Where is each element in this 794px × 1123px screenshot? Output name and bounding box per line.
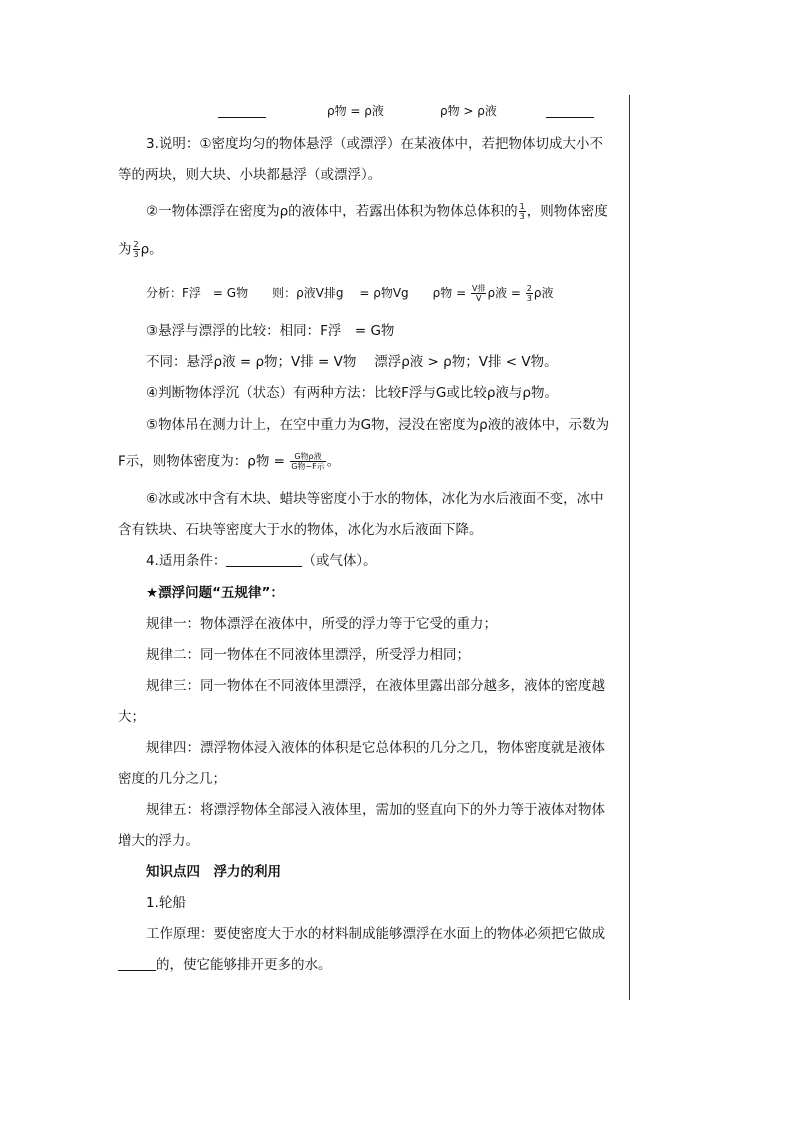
compare-line-2: 不同：悬浮ρ液 = ρ物；V排 = V物 漂浮ρ液 > ρ物；V排 < V物。 [146,354,558,370]
judge-method-line: ④判断物体浮沉（状态）有两种方法：比较F浮与G或比较ρ液与ρ物。 [146,385,558,401]
rules-title: ★漂浮问题“五规律”： [146,585,284,601]
fraction-two-thirds-b: $\frac{2}{3}$ [526,284,532,303]
rule-3-line-1: 规律三：同一物体在不同液体里漂浮，在液体里露出部分越多，液体的密度越 [146,678,605,694]
ship-heading: 1.轮船 [146,895,186,911]
knowledge-point-4-title: 知识点四 浮力的利用 [146,864,281,880]
fraction-one-third: $\frac{1}{3}$ [519,202,525,221]
rule-4-line-1: 规律四：漂浮物体浸入液体的体积是它总体积的几分之几，物体密度就是液体 [146,740,605,756]
answer-blank-1[interactable] [218,103,266,121]
rule-1: 规律一：物体漂浮在液体中，所受的浮力等于它受的重力； [146,616,497,632]
answer-blank-2[interactable] [546,103,594,121]
meter-line-1: ⑤物体吊在测力计上，在空中重力为G物，浸没在密度为ρ液的液体中，示数为 [146,417,610,433]
float-density-line-1: ②一物体漂浮在密度为ρ的液体中，若露出体积为物体总体积的 $\frac{1}{3}$ ，则物体密度 [146,202,608,221]
fraction-v-ratio: $\frac{\text{V排}}{V}$ [471,284,486,303]
meter-line-2: F示，则物体密度为：ρ物 = $\frac{\text{G物ρ液}}{\text{G物−F示}}$ 。 [118,452,341,471]
rule-2: 规律二：同一物体在不同液体里漂浮，所受浮力相同； [146,647,470,663]
analysis-line: 分析：F浮 = G物 则：ρ液V排g = ρ物Vg ρ物 = $\frac{\text{V排}}{V}$ ρ液 = $\frac{2}{3}$ ρ液 [146,284,554,303]
work-principle-line-2: 的，使它能够排开更多的水。 [118,956,332,974]
float-density-line-2: 为 $\frac{2}{3}$ ρ。 [118,240,163,259]
fraction-two-thirds: $\frac{2}{3}$ [133,240,139,259]
right-margin-rule [629,95,630,1000]
ice-line-1: ⑥冰或冰中含有木块、蜡块等密度小于水的物体，冰化为水后液面不变，冰中 [146,491,604,507]
explanation-line-1: 3.说明：①密度均匀的物体悬浮（或漂浮）在某液体中，若把物体切成大小不 [146,136,603,152]
condition-blank[interactable] [226,552,302,567]
hollow-blank[interactable] [118,956,156,971]
condition-line: 4.适用条件： （或气体）。 [146,553,377,569]
rule-4-line-2: 密度的几分之几； [118,771,226,787]
compare-line-1: ③悬浮与漂浮的比较：相同：F浮 = G物 [146,323,395,339]
rule-5-line-1: 规律五：将漂浮物体全部浸入液体里，需加的竖直向下的外力等于液体对物体 [146,802,605,818]
rho-equal-text: ρ物 = ρ液 [327,104,384,118]
rule-3-line-2: 大； [118,709,145,725]
ice-line-2: 含有铁块、石块等密度大于水的物体，冰化为水后液面下降。 [118,522,483,538]
rho-greater-text: ρ物 > ρ液 [440,104,497,118]
explanation-line-2: 等的两块，则大块、小块都悬浮（或漂浮）。 [118,167,382,183]
work-principle-line-1: 工作原理：要使密度大于水的材料制成能够漂浮在水面上的物体必须把它做成 [146,926,605,942]
fraction-meter-density: $\frac{\text{G物ρ液}}{\text{G物−F示}}$ [291,452,325,471]
rule-5-line-2: 增大的浮力。 [118,833,199,849]
